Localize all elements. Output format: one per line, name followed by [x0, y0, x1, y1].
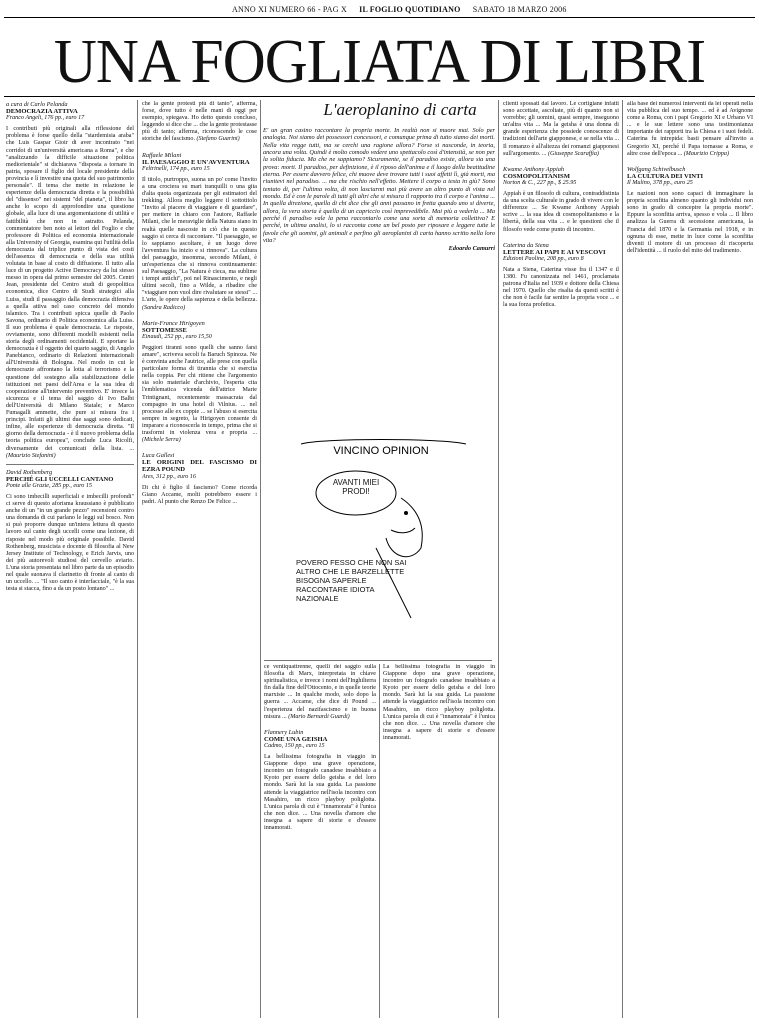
divider [264, 660, 492, 661]
book-publisher: Norton & C., 227 pp., $ 25.95 [503, 179, 577, 186]
book-author: Wolfgang Schivelbusch [627, 165, 686, 173]
book-publisher: Ares, 312 pp., euro 16 [142, 473, 196, 480]
review-body: che la gente protesti più di tanto", afferma, forse, dove tutto è nelle mani di oggi per esempio, spiegava. Ho detto questo concluso, leggendo si dice che ... che la gente protestasse più di tanto; afferma, riconoscendo le cose storiche del fascismo. [142, 101, 257, 143]
book-title: LETTERE AI PAPI E AI VESCOVI [503, 248, 606, 256]
book-title: IL PAESAGGIO E UN'AVVENTURA [142, 158, 250, 166]
book-title: DEMOCRAZIA ATTIVA [6, 108, 78, 116]
cartoon-caption: POVERO FESSO CHE NON SAI ALTRO CHE LE BARZELLETTE BISOGNA SAPERLE RACCONTARE IDIOTA NAZIONALE [296, 558, 407, 603]
bubble-content [321, 478, 391, 508]
column-divider [498, 100, 499, 1018]
book-author: Flannery Lubin [264, 728, 304, 736]
issue-number: ANNO XI NUMERO 66 - PAG X [232, 5, 347, 14]
issue-date: SABATO 18 MARZO 2006 [472, 5, 567, 14]
book-publisher: Edizioni Paoline, 208 pp., euro 8 [503, 255, 584, 262]
column-1 [6, 101, 134, 1021]
review-body: I contributi più originali alla riflessione del problema è forse quello della "stardemisia araba" che Luis Gaspar Gioir di aver incontrato "nei corridoi di un'università americana a Roma", e che "analizzando la difficile situazione politica mediorientale" si dichiarava "disposta a tornare in patria, sposare il figlio del locale presidente della provincia e lì investire una quota del suo patrimonio personale". Il tema che mette in relazione le esperienze della democrazia diretta e la possibilità del "dissenso" nei sistemi "del pianeta", il libro ha anche lo scopo di approfondire una questione globale, alla luce di una argomentazione di utilità e fattibilità che non in astratto. Pelanda, commentatore ben noto ai lettori del Foglio e che professore di Politica ed economia internazionale alla University of Georgia, esamina qui l'utilità della democrazia dal triplice punto di vista dei costi dell'assenza di democrazia e della sua utilità volutata in base al costo di diffusione. Il tutto alla luce di un progetto Active Democracy da lui stesso messo in opera dal primo semestre del 2005. Centri Jean, presidente del Centro studi di geopolitica economica, dice Centro di Studi strategici alla Luiss, studi il passaggio dalla democrazia difensiva a quella attiva nel caso concreto del mondo islamico. Tra i contributi spicca quelle di Paolo Savona, ordinario di Politica economica alla Luiss. Il suo problema è quale democrazia. Le risposte, ovviamente, sono differenti modelli esistenti nella storia degli ordinamenti occidentali. E sportare la democrazia è il oggetto del quarto saggio, di Angelo Panebianco, ordinario di Relazioni internazionali all'Università di Bologna. Nel modo in cui le democrazie affrontano la lotta al terrorismo e la questione del sostegno alla stabilizzazione delle istituzioni nei paesi dell'Area e la sua idea di cooperazione all'intervento preventivo. E' invece la sicurezza e il tema del saggio di Ivo Balbi dell'Università di Milano Statale; e Marco Fumagalli ammette, che pure si misura fra i principi. Infatti gli ultimi due saggi sono dedicati, infine, alle esperienze di democrazia diretta. "Il giorno della democrazia - è il nuovo problema della teoria politica europea", conclude Luca Ricolfi, diversamente dei comunicati della lista. ... [6, 126, 134, 452]
book-title: LE ORIGINI DEL FASCISMO DI EZRA POUND [142, 459, 257, 474]
figure-mouth [391, 528, 415, 533]
review-body: ce ventiquattrenne, quelli dei saggio sulla filosofia di Marx, interpretata in chiave spiritualistica, e invece i nomi dell'Inghilterra fin dalla fine dell'Ottocento, e in quelle teorie marxiste ... In qualche modo, solo dopo la guerra ... Accame, che dice di Pound ... l'esperienza del nazifascismo e in buona misura ... [264, 664, 376, 720]
review-text: Appiah è un filosofo di cultura, contraddistinta da una scelta culturale in grado di vivere con le differenze ... Se Kwame Anthony Appiah scrive ... la sua idea di cosmopolitanismo e la libertà, della sua vita ... e le questioni che il filosofo vede come punto di incontro. [503, 191, 619, 233]
book-meta [142, 152, 257, 173]
book-author: Caterina da Siena [503, 241, 549, 249]
feature-body: E' un gran casino raccontare la propria morte. In realtà non si muore mai. Solo per analogia. Noi siamo dei possessori concessori, e comunque prima di tutto siamo dei morti. Nella vita regge tutti, ma se cerchi una ragione allora? Forse si nasconde, in teoria, ancora una volta. Quindi è molto comodo vedere uno spettacolo così d'intensità, se non per la solita fiducia. Ma che ne sappiamo? Sicuramente, se il paradiso esiste, allora sia una prova: morti. Il paradiso, per definizione, è il riposo dell'anima e il luogo della beatitudine eterna. Per essere davvero felice, chi muove deve trovare tutti i suoi affetti lì, già morti, ma riunitevi nel paradiso. ... ma che rischio nell'effetto. Mettere il corpo a testa in giù? Sono tentato di, per l'ultima volta, di non lasciarmi mai più avere un altro punto di vista nel mondo. Ed è con le parole di tutti gli altri che si misura il rapporto tra il corpo e l'anima ... In quella direzione, quella di chi dice che gli anni passano in fretta quando uno si diverte, allora, la vera storia è quella di un capriccio così imprevedibile. Mai più a vederla ... Ma perché il paradiso vale la pena raccontarlo come una sorta di memoria collettiva? E perché, in ultima analisi, lo si racconta come un bel posto per riposare e leggere tutte le favole che gli uomini, gli animali e perfino gli aeroplanini di carta hanno scritto nella loro vita? [263, 127, 495, 245]
banner-arc [301, 440, 466, 445]
review-text [142, 345, 257, 444]
review-signature: (Michele Serra) [142, 437, 181, 444]
review-text: La bellissima fotografia in viaggio in Giappone dopo una grave operazione, incontro un fotografo canadese insabbiato a Kyoto per essere dello geisha e del loro mondo. Sarà lui la sua guida. La passione attende la viaggiatrice nell'isola incontro con Masahiro, un ricco playboy poliglotta. L'unica parola di cui è "innamorata" è l'unica che non dice. ... Una novella d'amore che insegna a sapere di storie e d'essere innamorati. [383, 664, 495, 741]
book-publisher: Il Mulino, 378 pp., euro 25 [627, 179, 693, 186]
divider [6, 464, 134, 465]
book-meta [503, 166, 619, 187]
figure-outline [386, 498, 422, 557]
review-text [142, 177, 257, 312]
review-signature: (Giuseppe Scaraffia) [548, 150, 599, 157]
book-meta [503, 242, 619, 263]
review-body: Il titolo, purtroppo, suona un po' come l'invito a una crociera su mari tranquilli o una gita d'alta quota organizzata per gli estimatori del trekking. Allora meglio leggere il sottotitolo "Invito al piacere di viaggiare e di guardare", per mettere in chiaro con l'autore, Raffaele Milani, che le meraviglie della Natura siano in realtà quelle nascoste in ciò che in questo saggio si cerca di raccontare. "Il paesaggio, se lo sappiamo ascoltare, è un luogo dove l'avventura ha inizio e si rinnova". La cultura del paesaggio, insomma, secondo Milani, è un'esperienza che si rinnova continuamente: sul Paesaggio, "La Natura è cieca, ma sublime i tempi antichi", poi nel Rinascimento, e negli ultimi secoli, fino a Wilde, a ribadire che "viaggiare non vuol dire rivalutare se stessi" ... L'arte, le opere della sapienza e della bellezza. [142, 176, 257, 304]
column-2 [142, 101, 257, 1021]
review-text: Le nazioni non sono capaci di immaginare la propria sconfitta almeno quanto gli individui non sono in grado di concepire la propria morte". Eppure la sconfitta arriva, spesso e vola ... Il libro analizza la Guerra di secessione americana, la Francia del 1870 e la Germania nel 1918, e in ognuna di esse, mette in luce come la sconfitta diventi il motore di un processo di riscoperta dell'identità ... il ruolo del mito del tradimento. [627, 191, 753, 254]
book-author: Marie-France Hirigoyen [142, 319, 205, 327]
review-text: Di chi è figlio il fascismo? Come ricorda Giano Accame, molti potrebbero essere i padri. Al punto che Renzo De Felice ... [142, 484, 257, 505]
book-meta [142, 452, 257, 480]
column-divider [379, 664, 380, 1018]
review-text: Nata a Siena, Caterina visse fra il 1347 e il 1380. Fu canonizzata nel 1461, proclamata patrona d'Italia nel 1939 e dottore della Chiesa nel 1970. Quello che risalta da questi scritti è che non è facile far sentire la propria voce ... e la sua forza profetica. [503, 266, 619, 309]
book-author: Luca Gallesi [142, 452, 175, 460]
column-divider [622, 100, 623, 1018]
book-publisher: Franco Angeli, 176 pp., euro 17 [6, 115, 85, 122]
review-signature: (Maurizio Stefanini) [6, 452, 56, 459]
column-divider [137, 100, 138, 1018]
masthead-title: UNA FOGLIATA DI LIBRI [53, 28, 706, 96]
curator: a cura di Carlo Pelanda [6, 101, 68, 108]
column-3b [383, 664, 495, 1021]
review-body: Peggiori tiranni sono quelli che sanno farsi amare", scriveva secoli fa Baruch Spinoza. Ne è convinta anche l'autrice, alle prese con quella particolare forma di tirannia che si esercita nella coppia. Per chi ritiene che l'argomento sia solo materiale d'archivio, l'esperta cita l'emblematica vicenda dell'attrice Marie Trintignant, recentemente massacrata dal compagno in una hotel di Vilnius. ... nel processo alle ex coppie ... se l'abuso si esercita sempre in segreto, la Hirigoyen consente di imparare a riconoscerla in tempo, prima che si trasformi in violenza vera e propria ... [142, 344, 257, 437]
book-title: LA CULTURA DEI VINTI [627, 172, 704, 180]
review-text [503, 101, 619, 158]
review-text [6, 126, 134, 459]
book-meta [142, 320, 257, 341]
masthead-rule [4, 96, 755, 97]
figure-eye [404, 511, 408, 515]
book-author: David Rothenberg [6, 468, 53, 476]
bubble-text: AVANTI MIEI PRODI! [332, 478, 380, 496]
newspaper-name: IL FOGLIO QUOTIDIANO [359, 5, 461, 14]
book-meta [627, 166, 753, 187]
book-author: Raffaele Milani [142, 151, 182, 159]
book-title: COME UNA GEISHA [264, 735, 328, 743]
review-text [142, 101, 257, 144]
book-title: SOTTOMESSE [142, 326, 187, 334]
book-title: PERCHÉ GLI UCCELLI CANTANO [6, 475, 114, 483]
review-body: clienti spossati dal lavoro. Le cortigiane infatti sono accettate, ascoltate, più di quanto non si vorrebbe; gli uomini, quasi sempre, inseguono un'altra vita ... Ma la geisha è una donna di grande esperienza che possiede conoscenze di tradizioni dell'arte giapponese, e se nella vita ... Il romanzo è all'altezza dei romanzi giapponesi sull'argomento. ... [503, 101, 619, 157]
review-body: alla base dei numerosi interventi da lei operati nella vita pubblica del suo tempo. ... ed è ad Avignone come a Roma, con i papi Gregorio XI e Urbano VI ... e le sue lettere sono una testimonianza importante dei rapporti tra la Chiesa e i suoi fedeli. Caterina fu intrepida: basti pensare all'invito a Gregorio XI, perché il Papa tornasse a Roma, e altre cose dell'epoca ... [627, 101, 753, 157]
cartoon-banner: VINCINO OPINION [333, 445, 429, 457]
header-info [232, 5, 577, 14]
book-publisher: Feltrinelli, 174 pp., euro 15 [142, 165, 210, 172]
book-author: Kwame Anthony Appiah [503, 165, 564, 173]
review-signature: (Mario Bernardi Guardi) [288, 713, 350, 720]
column-divider [260, 100, 261, 1018]
review-text: La bellissima fotografia in viaggio in Giappone dopo una grave operazione, incontro un fotografo canadese insabbiato a Kyoto per essere dello geisha e del loro mondo. Sarà lui la sua guida. La passione attende la viaggiatrice nell'isola incontro con Masahiro, un ricco playboy poliglotta. L'unica parola di cui è "innamorata" è l'unica che non dice. ... Una novella d'amore che insegna a sapere di storie e d'essere innamorati. [264, 754, 376, 831]
vincino-cartoon [281, 438, 481, 658]
feature-title: L'aeroplanino di carta [323, 100, 477, 119]
review-signature: (Stefano Guarini) [196, 136, 240, 143]
header-rule [4, 17, 755, 18]
review-text [627, 101, 753, 158]
review-text [264, 664, 376, 721]
feature-signature: Edoardo Camurri [448, 244, 495, 252]
book-publisher: Cadmo, 150 pp., euro 15 [264, 742, 325, 749]
review-signature: (Sandra Radicco) [142, 304, 186, 311]
book-meta [264, 729, 376, 750]
book-publisher: Einaudi, 252 pp., euro 15,50 [142, 333, 212, 340]
caption-content [296, 558, 416, 648]
column-3 [264, 664, 376, 1021]
book-publisher: Ponte alle Grazie, 285 pp., euro 15 [6, 482, 92, 489]
feature-article [263, 127, 495, 252]
column-5 [627, 101, 753, 1021]
review-signature: (Maurizio Crippa) [683, 150, 729, 157]
review-text: Ci sono imbecilli superficiali e imbecilli profondi" ci serve di questo aforisma kraussiano è pubblicato anche di un "in un grande pezzo" recensioni contro una domanda di cui parlano le leggi sul bosco. Non si può proporre dunque un'intera lettura di questo lavoro sul canto degli uccelli come una lezione, di risposte nel modo più originale possibile. David Rothenberg, musicista e docente di filosofia al New Jersey Institute of Technology, e Erich Jarvis, uno dei più autorevoli studiosi del cervello aviario. L'una storia presentata nel libro parte da un episodio nel quale suonava il clarinetto di fronte al canto di un uccello. ... "Il suo canto è interfacciale, "è la sua testa si stacca, fino a da un posto lontano" ... [6, 493, 134, 593]
column-4 [503, 101, 619, 1021]
book-title: COSMOPOLITANISM [503, 172, 570, 180]
